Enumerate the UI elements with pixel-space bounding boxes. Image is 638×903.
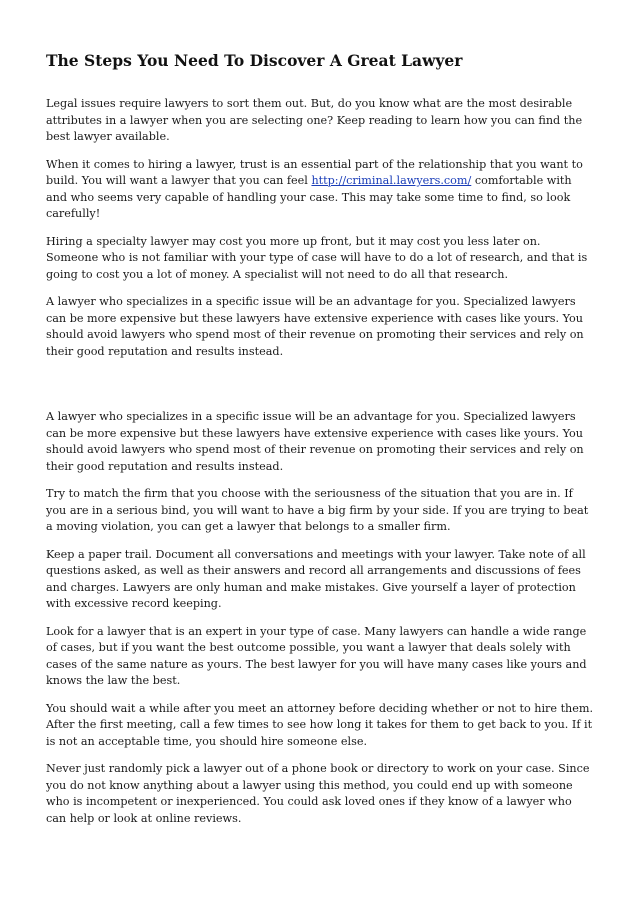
spacer [46,371,594,409]
paragraph-8: Look for a lawyer that is an expert in your type of case. Many lawyers can handle a wide range of cases, but if you want the best outcome possible, you want a lawyer that deals solely with cases of the same nature as yours. The best lawyer for you will have many cases like yours and knows the law the best. [46,624,587,687]
paragraph-3: Hiring a specialty lawyer may cost you more up front, but it may cost you less later on. Someone who is not familiar with your type of case will have to do a lot of research, and that is going to cost you a lot of money. A specialist will not need to do all that research. [46,234,588,281]
paragraph-4: A lawyer who specializes in a specific issue will be an advantage for you. Specialized lawyers can be more expensive but these lawyers have extensive experience with cases like yours. You should avoid lawyers who spend most of their revenue on promoting their services and rely on their good reputation and results instead. [46,295,584,358]
paragraph-10: Never just randomly pick a lawyer out of a phone book or directory to work on your case. Since you do not know anything about a lawyer using this method, you could end up with someone who is incompetent or inexperienced. You could ask loved ones if they know of a lawyer who can help or look at online reviews. [46,762,590,825]
paragraph-6: Try to match the firm that you choose with the seriousness of the situation that you are in. If you are in a serious bind, you will want to have a big firm by your side. If you are trying to beat a moving violation, you can get a lawyer that belongs to a smaller firm. [46,487,589,533]
paragraph-2 [46,157,594,223]
document-page [46,50,594,838]
paragraph-2-text-b: comfortable with and who seems very capable of handling your case. This may take some time to find, so look carefully! [46,174,572,220]
paragraph-9: You should wait a while after you meet an attorney before deciding whether or not to hire them. After the first meeting, call a few times to see how long it takes for them to get back to you. If it is not an acceptable time, you should hire someone else. [46,701,594,748]
paragraph-5: A lawyer who specializes in a specific issue will be an advantage for you. Specialized lawyers can be more expensive but these lawyers have extensive experience with cases like yours. You should avoid lawyers who spend most of their revenue on promoting their services and rely on their good reputation and results instead. [46,410,584,473]
paragraph-1: Legal issues require lawyers to sort them out. But, do you know what are the most desirable attributes in a lawyer when you are selecting one? Keep reading to learn how you can find the best lawyer available. [46,97,583,143]
page-title: The Steps You Need To Discover A Great Lawyer [46,51,463,70]
paragraph-7: Keep a paper trail. Document all conversations and meetings with your lawyer. Take note of all questions asked, as well as their answers and record all arrangements and discussions of fees and charges. Lawyers are only human and make mistakes. Give yourself a layer of protection with excessive record keeping. [46,547,586,610]
criminal-lawyers-link[interactable]: http://criminal.lawyers.com/ [311,174,472,187]
paragraph-2-text-a: When it comes to hiring a lawyer, trust is an essential part of the relationship that you want to build. You will want a lawyer that you can feel [46,157,583,187]
